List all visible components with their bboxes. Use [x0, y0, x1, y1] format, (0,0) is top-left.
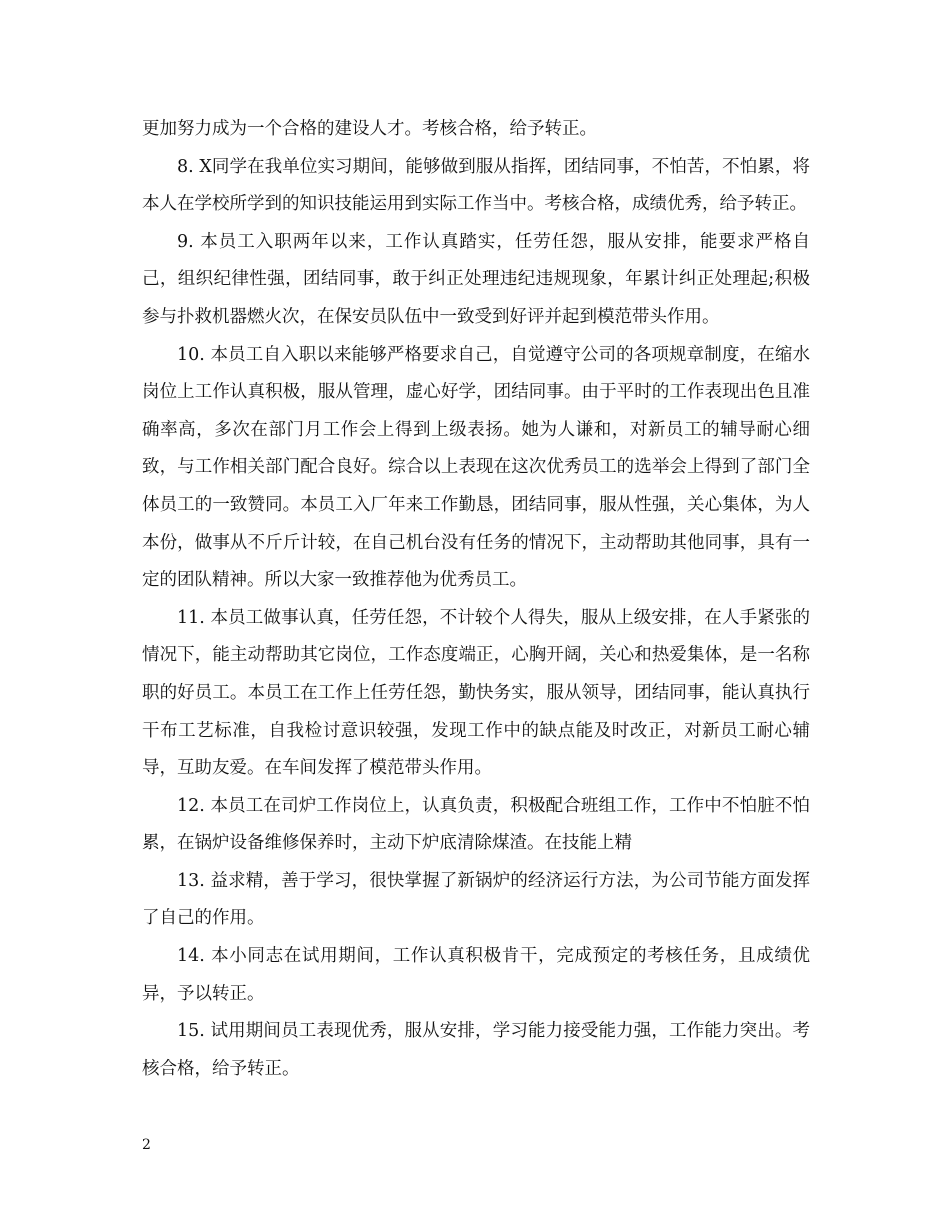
paragraph-10: 10. 本员工自入职以来能够严格要求自己，自觉遵守公司的各项规章制度，在缩水岗位上工作认真积极，服从管理，虚心好学，团结同事。由于平时的工作表现出色且准确率高，多次在部门月工作会上得到上级表扬。她为人谦和，对新员工的辅导耐心细致，与工作相关部门配合良好。综合以上表现在这次优秀员工的选举会上得到了部门全体员工的一致赞同。本员工入厂年来工作勤恳，团结同事，服从性强，关心集体，为人本份，做事从不斤斤计较，在自己机台没有任务的情况下，主动帮助其他同事，具有一定的团队精神。所以大家一致推荐他为优秀员工。: [142, 344, 810, 591]
paragraph-14: 14. 本小同志在试用期间，工作认真积极肯干，完成预定的考核任务，且成绩优异，予以转正。: [142, 946, 810, 1004]
paragraph-9: 9. 本员工入职两年以来，工作认真踏实，任劳任怨，服从安排，能要求严格自己，组织纪律性强，团结同事，敢于纠正处理违纪违规现象，年累计纠正处理起;积极参与扑救机器燃火次，在保安员队伍中一致受到好评并起到模范带头作用。: [142, 231, 810, 327]
paragraph-13: 13. 益求精，善于学习，很快掌握了新锅炉的经济运行方法，为公司节能方面发挥了自己的作用。: [142, 870, 810, 929]
document-body: [142, 111, 810, 1088]
page-number: 2: [142, 1137, 151, 1153]
paragraph-11: 11. 本员工做事认真，任劳任怨，不计较个人得失，服从上级安排，在人手紧张的情况下，能主动帮助其它岗位，工作态度端正，心胸开阔，关心和热爱集体，是一名称职的好员工。本员工在工作上任劳任怨，勤快务实，服从领导，团结同事，能认真执行干布工艺标准，自我检讨意识较强，发现工作中的缺点能及时改正，对新员工耐心辅导，互助友爱。在车间发挥了模范带头作用。: [142, 607, 810, 779]
paragraph-15: 15. 试用期间员工表现优秀，服从安排，学习能力接受能力强，工作能力突出。考核合格，给予转正。: [142, 1021, 810, 1079]
paragraph-12: 12. 本员工在司炉工作岗位上，认真负责，积极配合班组工作，工作中不怕脏不怕累，在锅炉设备维修保养时，主动下炉底清除煤渣。在技能上精: [142, 795, 810, 854]
paragraph-8: 8. X同学在我单位实习期间，能够做到服从指挥，团结同事，不怕苦，不怕累，将本人在学校所学到的知识技能运用到实际工作当中。考核合格，成绩优秀，给予转正。: [142, 156, 810, 215]
continuation-paragraph: 更加努力成为一个合格的建设人才。考核合格，给予转正。: [142, 119, 597, 139]
